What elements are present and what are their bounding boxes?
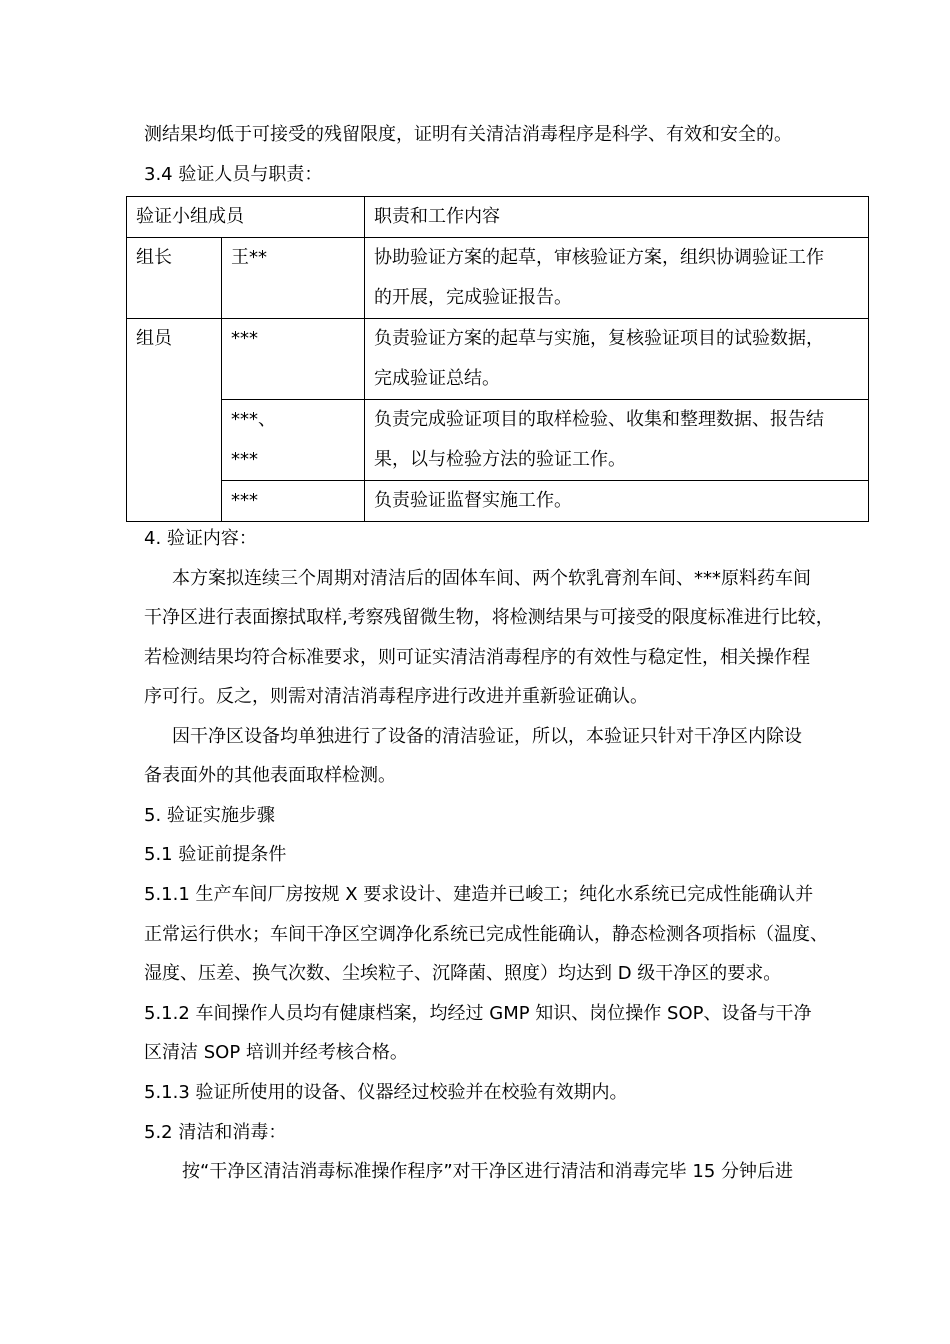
heading-5: 5. 验证实施步骤 [144,805,275,826]
paragraph-line: 因干净区设备均单独进行了设备的清洁验证，所以，本验证只针对干净区内除设 [172,726,802,747]
role-cell: 组员 [127,319,222,522]
paragraph-line: 5.1.1 生产车间厂房按规 X 要求设计、建造并已峻工；纯化水系统已完成性能确认并 [144,884,814,905]
duty-cell [365,400,869,481]
table-row [127,400,869,481]
duty-line: 负责完成验证项目的取样检验、收集和整理数据、报告结 [374,409,824,430]
name-cell: *** [222,319,365,400]
duty-line: 完成验证总结。 [374,368,500,389]
duty-cell: 负责验证监督实施工作。 [365,481,869,522]
name-cell: 王** [222,238,365,319]
table-row [127,481,869,522]
duty-cell [365,238,869,319]
roles-table [126,196,869,522]
heading-5-1: 5.1 验证前提条件 [144,844,287,865]
paragraph-line: 本方案拟连续三个周期对清洁后的固体车间、两个软乳膏剂车间、***原料药车间 [172,568,811,589]
paragraph-continuation: 测结果均低于可接受的残留限度，证明有关清洁消毒程序是科学、有效和安全的。 [144,124,792,145]
header-members: 验证小组成员 [127,197,365,238]
duty-line: 协助验证方案的起草，审核验证方案，组织协调验证工作 [374,247,824,268]
name-line: *** [231,449,258,470]
paragraph-line: 5.1.2 车间操作人员均有健康档案，均经过 GMP 知识、岗位操作 SOP、设备与干净 [144,1003,812,1024]
name-line: ***、 [231,409,276,430]
paragraph-line: 若检测结果均符合标准要求，则可证实清洁消毒程序的有效性与稳定性，相关操作程 [144,647,810,668]
paragraph-line: 正常运行供水；车间干净区空调净化系统已完成性能确认，静态检测各项指标（温度、 [144,924,828,945]
role-cell: 组长 [127,238,222,319]
table-row [127,238,869,319]
table-header-row [127,197,869,238]
duty-line: 负责验证方案的起草与实施，复核验证项目的试验数据， [374,328,824,349]
heading-5-2: 5.2 清洁和消毒： [144,1122,287,1143]
paragraph-line: 序可行。反之，则需对清洁消毒程序进行改进并重新验证确认。 [144,686,648,707]
duty-line: 的开展，完成验证报告。 [374,287,572,308]
name-cell: *** [222,481,365,522]
name-cell [222,400,365,481]
table-row [127,319,869,400]
paragraph-line: 备表面外的其他表面取样检测。 [144,765,396,786]
heading-4: 4. 验证内容： [144,528,257,549]
paragraph-line: 干净区进行表面擦拭取样,考察残留微生物，将检测结果与可接受的限度标准进行比较， [144,607,834,628]
paragraph-line: 区清洁 SOP 培训并经考核合格。 [144,1042,408,1063]
heading-3-4: 3.4 验证人员与职责： [144,164,323,185]
paragraph-line: 5.1.3 验证所使用的设备、仪器经过校验并在校验有效期内。 [144,1082,628,1103]
paragraph-line: 按“干净区清洁消毒标准操作程序”对干净区进行清洁和消毒完毕 15 分钟后进 [182,1161,793,1182]
duty-cell [365,319,869,400]
header-duties: 职责和工作内容 [365,197,869,238]
paragraph-line: 湿度、压差、换气次数、尘埃粒子、沉降菌、照度）均达到 D 级干净区的要求。 [144,963,782,984]
duty-line: 果，以与检验方法的验证工作。 [374,449,626,470]
